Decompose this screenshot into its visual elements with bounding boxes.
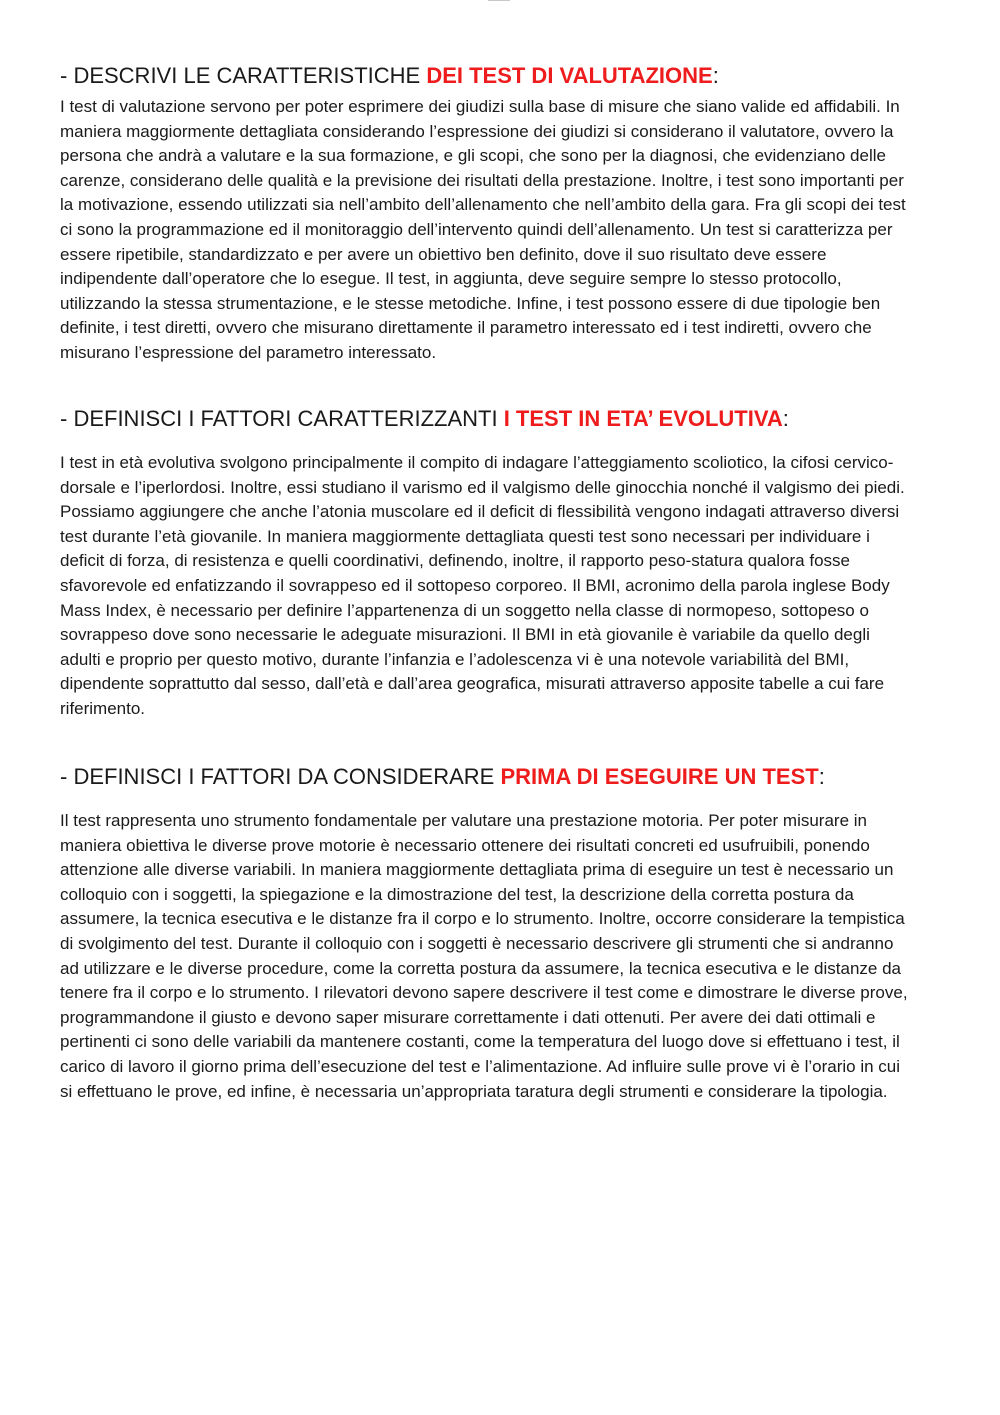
heading-prefix: - DEFINISCI I FATTORI DA CONSIDERARE — [60, 764, 501, 789]
section-heading — [60, 406, 910, 432]
heading-prefix: - DEFINISCI I FATTORI CARATTERIZZANTI — [60, 406, 504, 431]
section-heading — [60, 764, 910, 790]
heading-suffix: : — [818, 764, 825, 789]
section-test-eta-evolutiva — [60, 406, 910, 722]
heading-highlight: DEI TEST DI VALUTAZIONE — [426, 63, 713, 88]
heading-prefix: - DESCRIVI LE CARATTERISTICHE — [60, 63, 427, 88]
section-body: I test in età evolutiva svolgono principalmente il compito di indagare l’atteggiamento scoliotico, la cifosi cervico-dorsale e l’iperlordosi. Inoltre, essi studiano il varismo ed il valgismo delle ginocchia nonché il valgismo dei piedi. Possiamo aggiungere che anche l’atonia muscolare ed il deficit di flessibilità vengono indagati attraverso diversi test durante l’età giovanile. In maniera maggiormente dettagliata questi test sono necessari per individuare i deficit di forza, di resistenza e quelli coordinativi, definendo, inoltre, il rapporto peso-statura qualora fosse sfavorevole ed enfatizzando il sovrappeso ed il sottopeso corporeo. Il BMI, acronimo della parola inglese Body Mass Index, è necessario per definire l’appartenenza di un soggetto nella classe di normopeso, sottopeso o sovrappeso dove sono necessarie le adeguate misurazioni. Il BMI in età giovanile è variabile da quello degli adulti e proprio per questo motivo, durante l’infanzia e l’adolescenza vi è una notevole variabilità del BMI, dipendente soprattutto dal sesso, dall’età e dall’area geografica, misurati attraverso apposite tabelle a cui fare riferimento. — [60, 453, 905, 718]
section-heading — [60, 63, 910, 89]
heading-highlight: PRIMA DI ESEGUIRE UN TEST — [500, 764, 819, 789]
page-top-mark — [488, 0, 510, 3]
section-test-valutazione — [60, 63, 910, 366]
section-prima-di-eseguire — [60, 764, 910, 1104]
section-body: Il test rappresenta uno strumento fondamentale per valutare una prestazione motoria. Per poter misurare in maniera obiettiva le diverse prove motorie è necessario ottenere dei risultati concreti ed usufruibili, ponendo attenzione alle diverse variabili. In maniera maggiormente dettagliata prima di eseguire un test è necessario un colloquio con i soggetti, la spiegazione e la dimostrazione del test, la descrizione della corretta postura da assumere, la tecnica esecutiva e le distanze fra il corpo e lo strumento. Inoltre, occorre considerare la tempistica di svolgimento del test. Durante il colloquio con i soggetti è necessario descrivere gli strumenti che si andranno ad utilizzare e le diverse procedure, come la corretta postura da assumere, la tecnica esecutiva e le distanze da tenere fra il corpo e lo strumento. I rilevatori devono sapere descrivere il test come e dimostrare le diverse prove, programmandone il giusto e devono saper misurare correttamente i dati ottenuti. Per avere dei dati ottimali e pertinenti ci sono delle variabili da mantenere costanti, come la temperatura del luogo dove si effettuano i test, il carico di lavoro il giorno prima dell’esecuzione del test e l’alimentazione. Ad influire sulle prove vi è l’orario in cui si effettuano le prove, ed infine, è necessaria un’appropriata taratura degli strumenti e considerare la tipologia. — [60, 811, 908, 1101]
heading-suffix: : — [712, 63, 719, 88]
heading-suffix: : — [782, 406, 789, 431]
section-body: I test di valutazione servono per poter esprimere dei giudizi sulla base di misure che siano valide ed affidabili. In maniera maggiormente dettagliata considerando l’espressione dei giudizi si considerano il valutatore, ovvero la persona che andrà a valutare e la sua formazione, e gli scopi, che sono per la diagnosi, che evidenziano delle carenze, considerano delle qualità e la previsione dei risultati della prestazione. Inoltre, i test sono importanti per la motivazione, essendo utilizzati sia nell’ambito dell’allenamento che nell’ambito della gara. Fra gli scopi dei test ci sono la programmazione ed il monitoraggio dell’intervento quindi dell’allenamento. Un test si caratterizza per essere ripetibile, standardizzato e per avere un obiettivo ben definito, dove il suo risultato deve essere indipendente dall’operatore che lo esegue. Il test, in aggiunta, deve seguire sempre lo stesso protocollo, utilizzando la stessa strumentazione, e le stesse metodiche. Infine, i test possono essere di due tipologie ben definite, i test diretti, ovvero che misurano direttamente il parametro interessato ed i test indiretti, ovvero che misurano l’espressione del parametro interessato. — [60, 97, 906, 362]
heading-highlight: I TEST IN ETA’ EVOLUTIVA — [503, 406, 783, 431]
